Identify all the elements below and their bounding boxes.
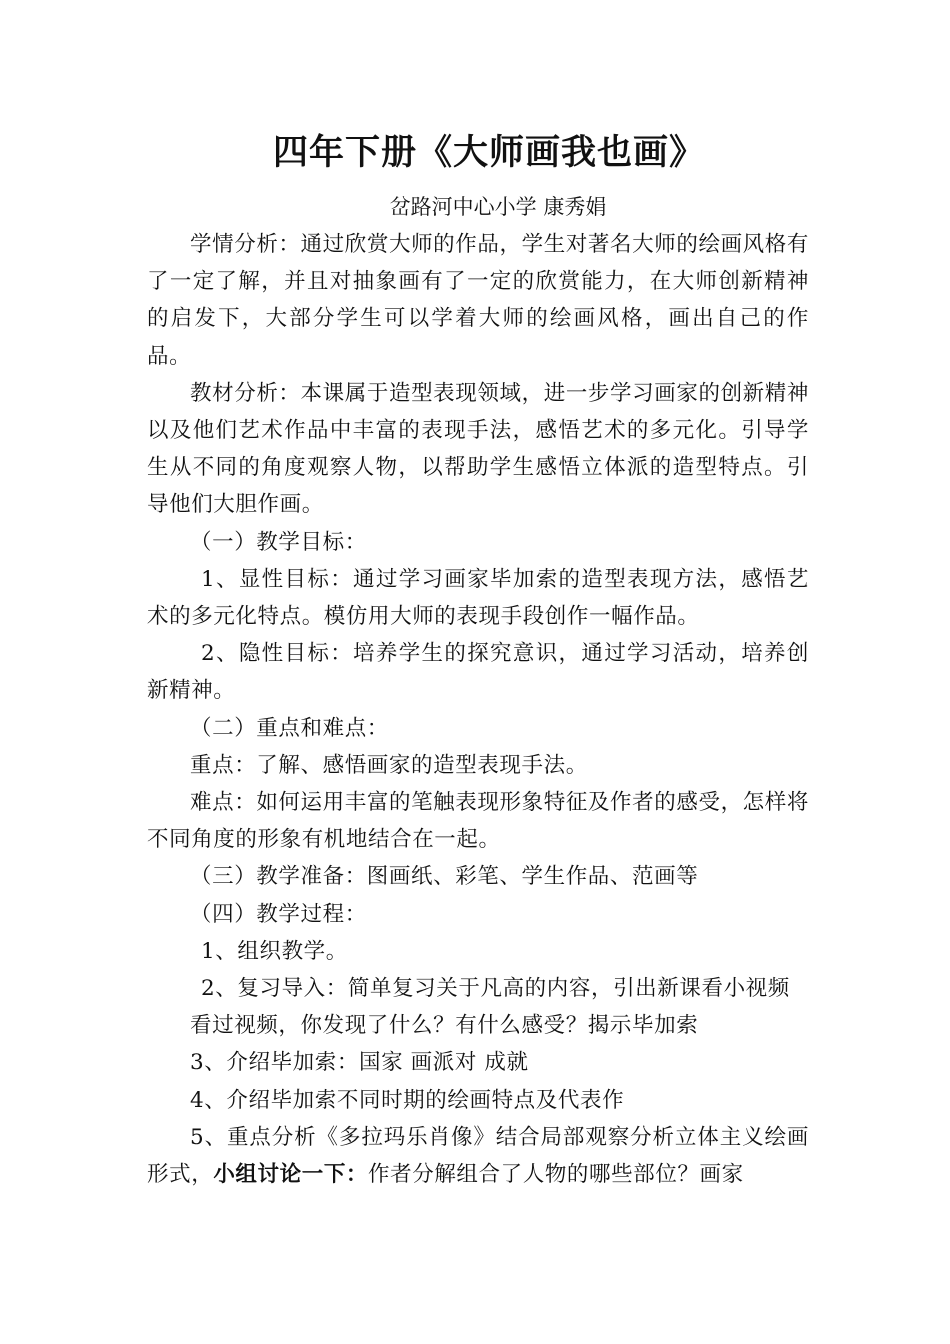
paragraph-explicit-goal: 1、显性目标：通过学习画家毕加索的造型表现方法，感悟艺术的多元化特点。模仿用大师的表现手段创作一幅作品。: [147, 566, 809, 630]
heading-teaching-goals: （一）教学目标：: [190, 529, 367, 555]
paragraph-step-1: 1、组织教学。: [201, 938, 348, 964]
paragraph-material-analysis: 教材分析：本课属于造型表现领域，进一步学习画家的创新精神以及他们艺术作品中丰富的表现手法，感悟艺术的多元化。引导学生从不同的角度观察人物，以帮助学生感悟立体派的造型特点。引导他们大胆作画。: [147, 380, 809, 518]
step-5-text-before: 5、重点分析《多拉玛乐肖像》结合局部观察分析立体主义绘画形式，: [147, 1124, 809, 1188]
document-body: [147, 226, 809, 1193]
step-5-text-after: 作者分解组合了人物的哪些部位？画家: [368, 1162, 744, 1188]
author-line: 岔路河中心小学 康秀娟: [389, 195, 607, 219]
paragraph-step-5: [147, 1119, 809, 1193]
paragraph-key-point: 重点：了解、感悟画家的造型表现手法。: [190, 752, 588, 778]
heading-teaching-process: （四）教学过程：: [190, 901, 367, 927]
heading-key-points: （二）重点和难点：: [190, 715, 389, 741]
group-discussion-prompt: 小组讨论一下：: [213, 1162, 369, 1188]
heading-teaching-preparation: （三）教学准备：图画纸、彩笔、学生作品、范画等: [190, 864, 699, 890]
document-page: [147, 118, 809, 1193]
paragraph-difficulty: 难点：如何运用丰富的笔触表现形象特征及作者的感受，怎样将不同角度的形象有机地结合在一起。: [147, 790, 809, 853]
paragraph-video-question: 看过视频，你发现了什么？有什么感受？揭示毕加索: [190, 1013, 699, 1039]
paragraph-implicit-goal: 2、隐性目标：培养学生的探究意识，通过学习活动，培养创新精神。: [147, 641, 809, 704]
paragraph-step-3: 3、介绍毕加索：国家 画派对 成就: [190, 1050, 529, 1076]
paragraph-step-2: 2、复习导入：简单复习关于凡高的内容，引出新课看小视频: [201, 976, 790, 1002]
document-title: 四年下册《大师画我也画》: [272, 133, 705, 173]
paragraph-learning-analysis: 学情分析：通过欣赏大师的作品，学生对著名大师的绘画风格有了一定了解，并且对抽象画有了一定的欣赏能力，在大师创新精神的启发下，大部分学生可以学着大师的绘画风格，画出自己的作品。: [147, 232, 809, 369]
paragraph-step-4: 4、介绍毕加索不同时期的绘画特点及代表作: [190, 1087, 625, 1113]
